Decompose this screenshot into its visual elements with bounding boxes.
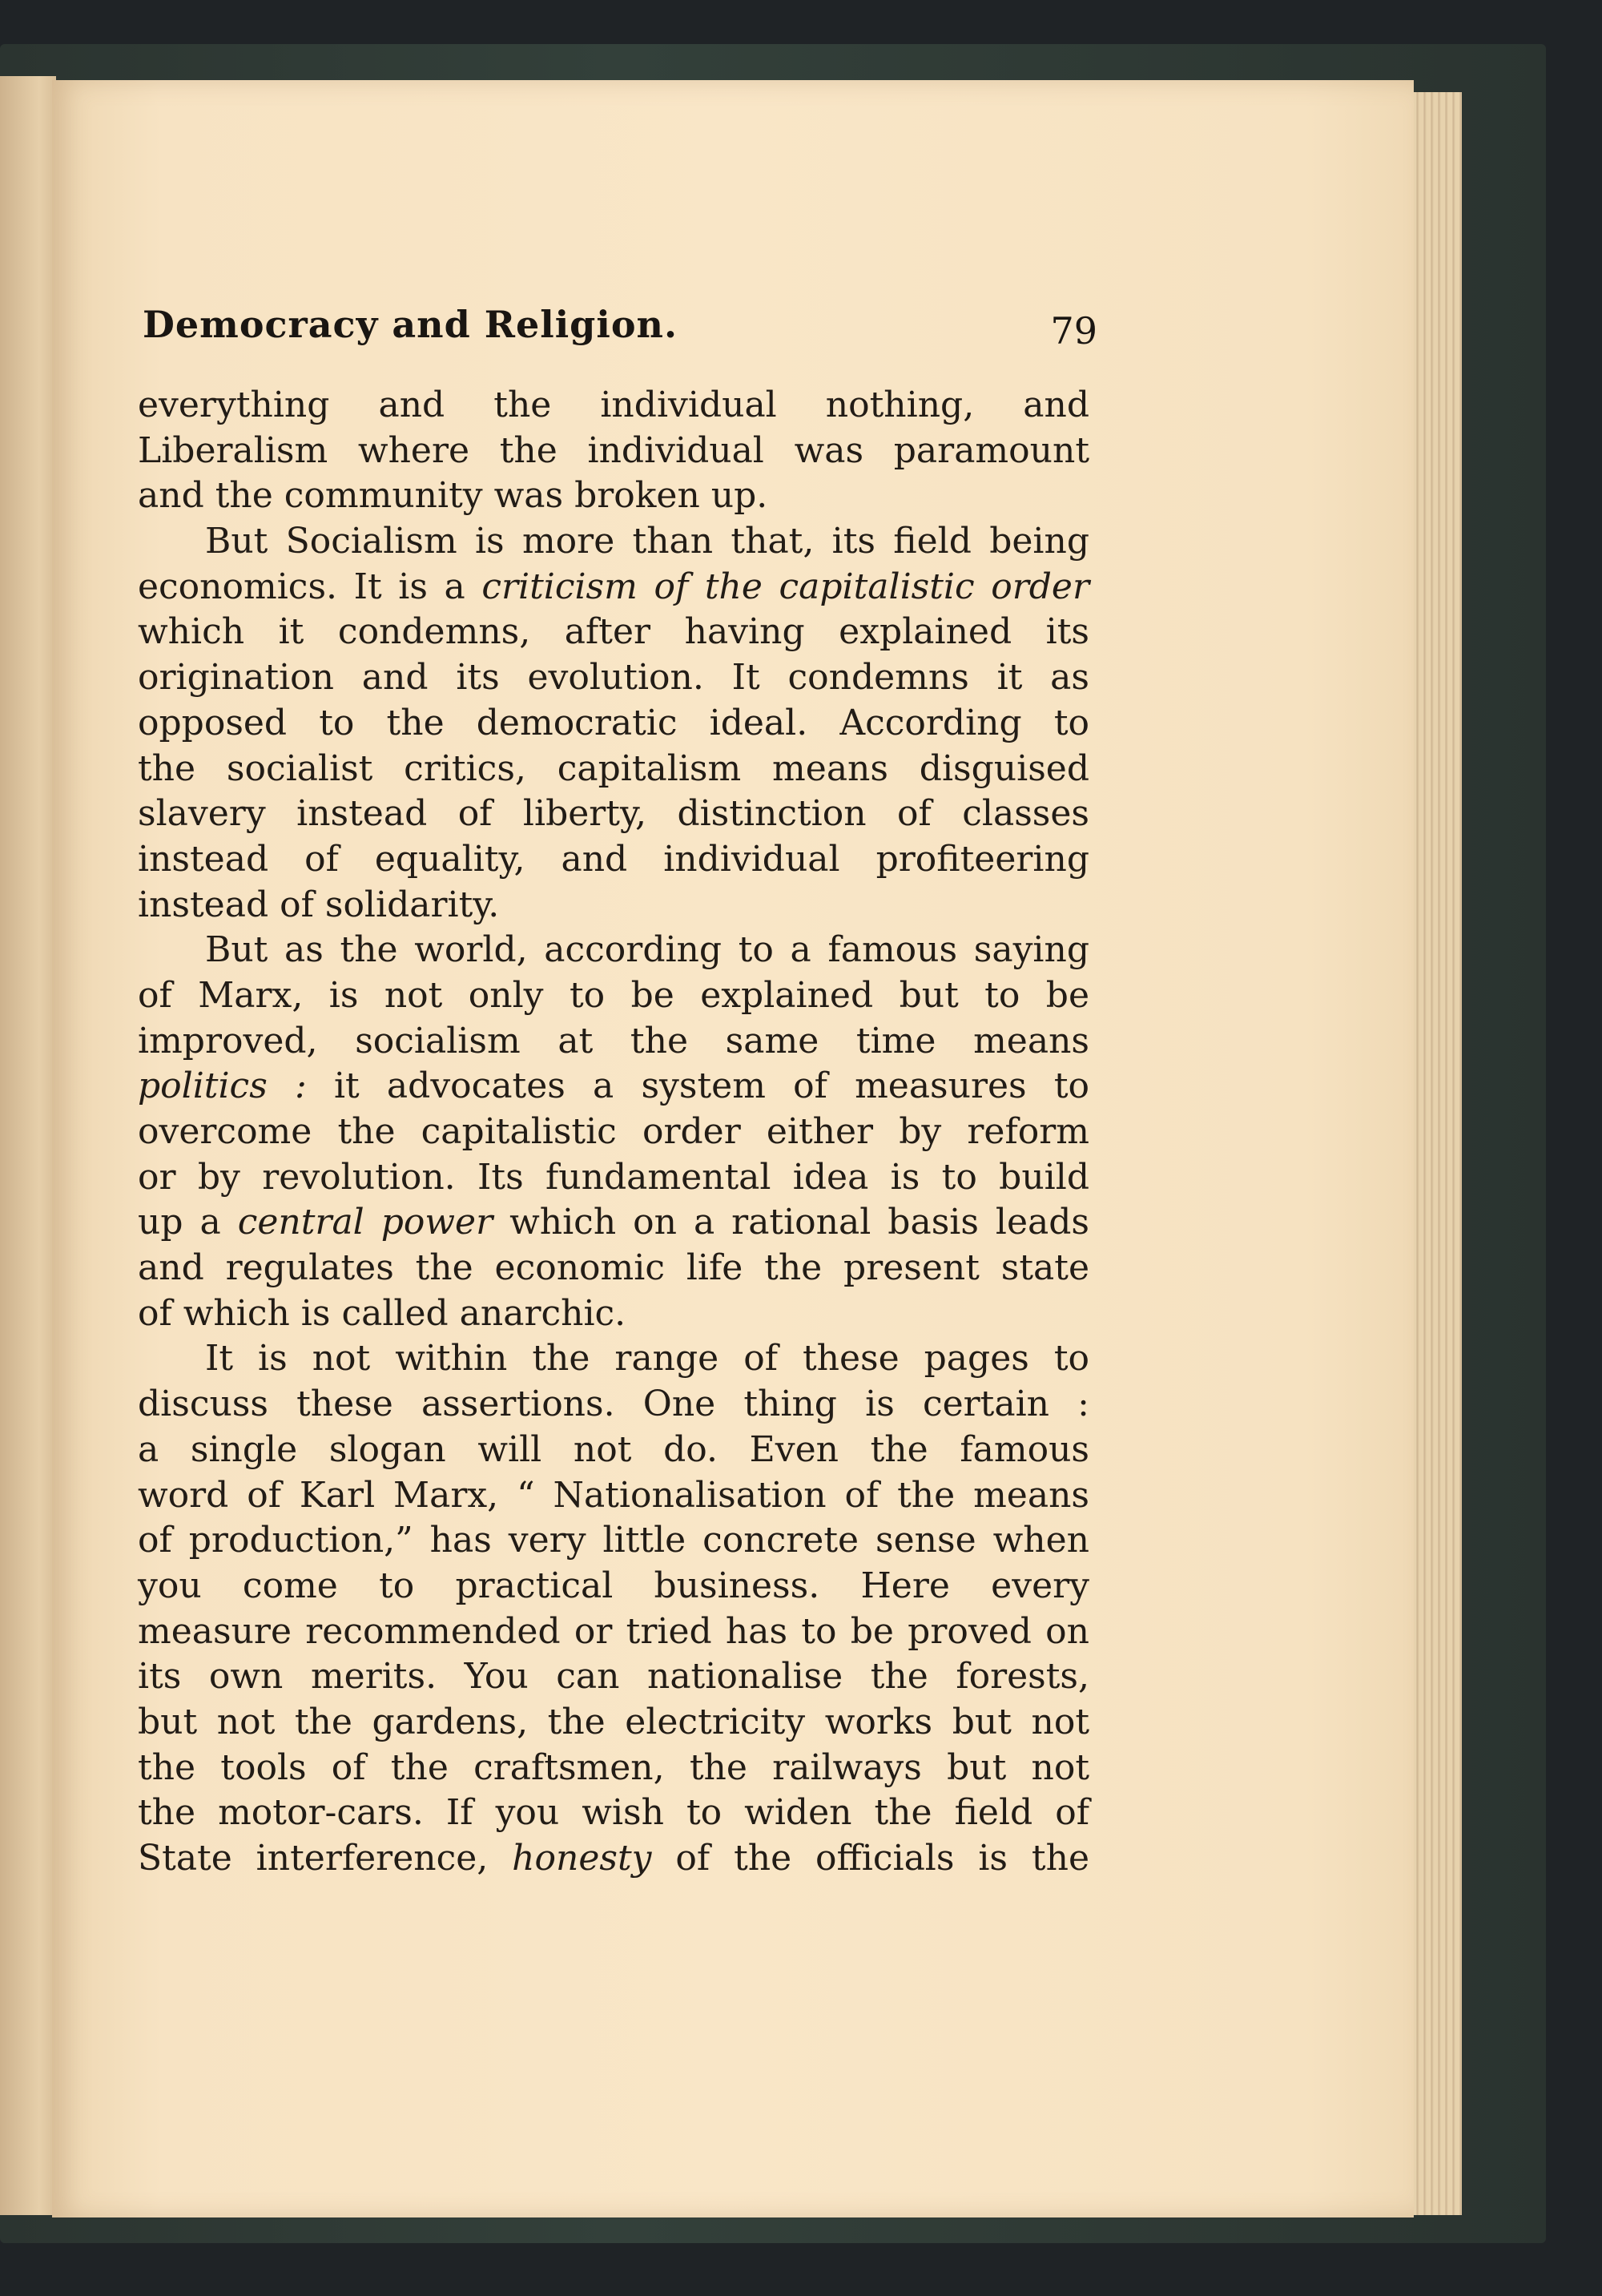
text-line: the motor-cars. If you wish to widen the field of <box>138 1792 1089 1834</box>
text-line: opposed to the democratic ideal. According to <box>138 702 1089 743</box>
text-line: up a central power which on a rational basis leads <box>138 1202 1089 1243</box>
text-line: word of Karl Marx, “ Nationalisation of the means <box>138 1474 1089 1516</box>
text-line: of which is called anarchic. <box>138 1292 626 1334</box>
text-line: It is not within the range of these pages to <box>205 1338 1089 1380</box>
text-line: everything and the individual nothing, and <box>138 385 1089 425</box>
italic-phrase: central power <box>237 1202 493 1243</box>
text-line: overcome the capitalistic order either by reform <box>138 1111 1089 1152</box>
text-line: but not the gardens, the electricity works but not <box>138 1701 1089 1742</box>
text-line: instead of equality, and individual profiteering <box>138 838 1089 880</box>
text-line: But Socialism is more than that, its field being <box>205 521 1089 562</box>
text-line: improved, socialism at the same time means <box>138 1020 1089 1061</box>
text-line: its own merits. You can nationalise the forests, <box>138 1656 1089 1698</box>
text-line: measure recommended or tried has to be proved on <box>138 1610 1089 1652</box>
text-line: origination and its evolution. It condemns it as <box>138 657 1089 699</box>
italic-phrase: honesty <box>512 1838 652 1879</box>
text-line: discuss these assertions. One thing is certain : <box>138 1384 1089 1425</box>
text-line: a single slogan will not do. Even the famous <box>138 1428 1089 1470</box>
text-line: and regulates the economic life the present state <box>138 1247 1089 1289</box>
text-line: the socialist critics, capitalism means disguised <box>138 747 1089 789</box>
text-line: of production,” has very little concrete sense when <box>138 1520 1089 1561</box>
text-line: Liberalism where the individual was paramount <box>138 429 1089 471</box>
italic-phrase: politics : <box>138 1065 307 1107</box>
text-line: economics. It is a criticism of the capitalistic order <box>138 566 1089 607</box>
text-line: politics : it advocates a system of measures to <box>138 1065 1089 1107</box>
text-line: of Marx, is not only to be explained but to be <box>138 974 1089 1016</box>
text-line: State interference, honesty of the officials is the <box>138 1838 1089 1879</box>
text-line: or by revolution. Its fundamental idea is to build <box>138 1156 1089 1198</box>
text-line: you come to practical business. Here every <box>138 1565 1089 1606</box>
text-line: instead of solidarity. <box>138 884 500 925</box>
page-number: 79 <box>1050 309 1097 352</box>
spine-edge <box>0 76 56 2215</box>
body-text <box>138 383 1089 1882</box>
italic-phrase: criticism of the capitalistic order <box>481 566 1089 607</box>
running-title: Democracy and Religion. <box>143 303 678 346</box>
page-header <box>143 303 1097 359</box>
text-line: But as the world, according to a famous saying <box>205 929 1089 971</box>
text-line: the tools of the craftsmen, the railways but not <box>138 1746 1089 1788</box>
text-line: and the community was broken up. <box>138 475 768 517</box>
text-line: which it condemns, after having explained its <box>138 611 1089 653</box>
text-line: slavery instead of liberty, distinction of classes <box>138 793 1089 835</box>
